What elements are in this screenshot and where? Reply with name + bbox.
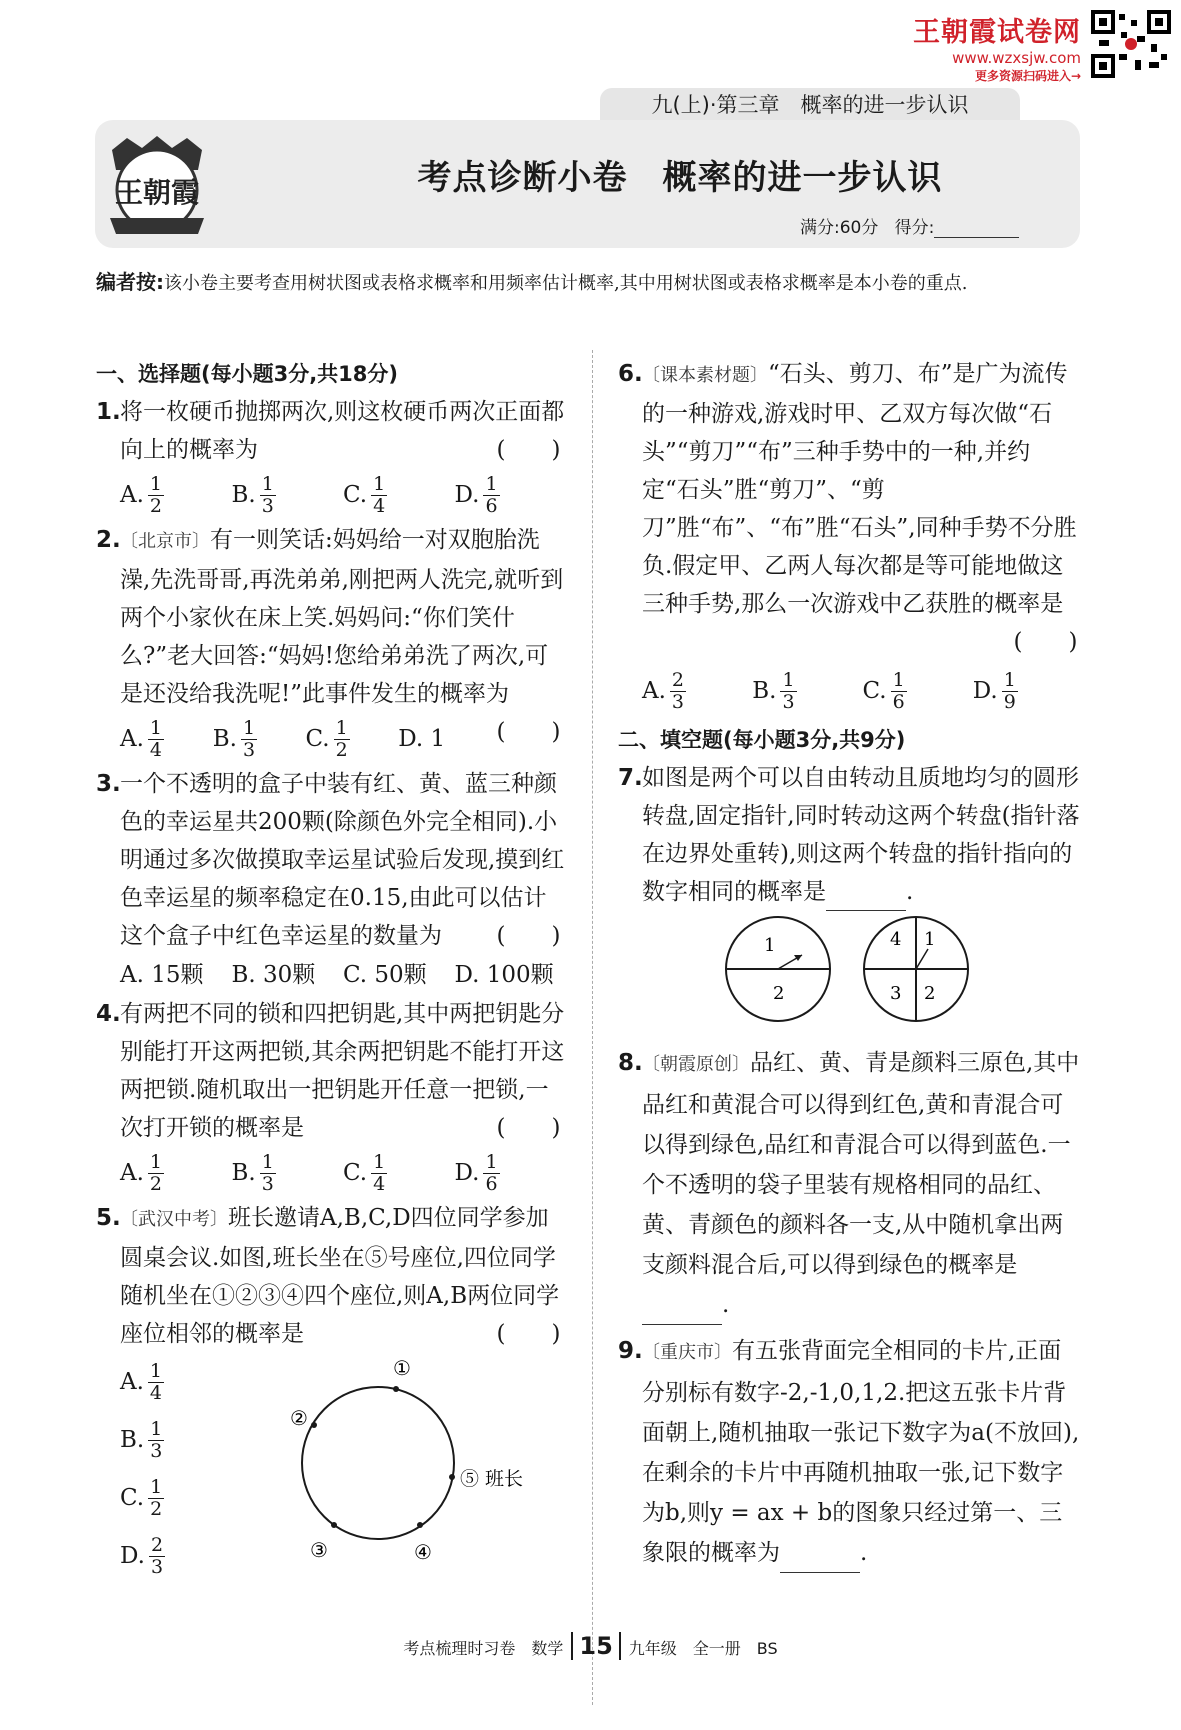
question-number: 3. bbox=[96, 771, 121, 797]
question-8: 8. 〔朝霞原创〕品红、黄、青是颜料三原色,其中品红和黄混合可以得到红色,黄和青混合可以得到绿色,品红和青混合可以得到蓝色.一个不透明的袋子里装有规格相同的品红、黄、青颜色的颜料各一支,从中随机拿出两支颜料混合后,可以得到绿色的概率是. bbox=[618, 1043, 1083, 1325]
question-text: 班长邀请A,B,C,D四位同学参加圆桌会议.如图,班长坐在⑤号座位,四位同学随机坐在①②③④四个座位,则A,B两位同学座位相邻的概率是 bbox=[120, 1205, 560, 1347]
question-number: 9. bbox=[618, 1338, 643, 1364]
option-b[interactable]: B. $\frac{1}{3}$ bbox=[231, 1150, 274, 1195]
option-c[interactable]: C. $\frac{1}{2}$ bbox=[120, 1475, 163, 1520]
question-text: 有五张背面完全相同的卡片,正面分别标有数字-2,-1,0,1,2.把这五张卡片背面朝上,随机抽取一张记下数字为a(不放回),在剩余的卡片中再随机抽取一张,记下数字为b,则y = ax + b的图象只经过第一、三象限的概率为 bbox=[642, 1338, 1080, 1566]
score-label: 得分: bbox=[894, 218, 935, 238]
question-7: 7. 如图是两个可以自由转动且质地均匀的圆形转盘,固定指针,同时转动这两个转盘(指针落在边界处重转),则这两个转盘的指针指向的数字相同的概率是 . 1 2 4 1 3 2 bbox=[618, 759, 1083, 1043]
question-9: 9. 〔重庆市〕有五张背面完全相同的卡片,正面分别标有数字-2,-1,0,1,2.把这五张卡片背面朝上,随机抽取一张记下数字为a(不放回),在剩余的卡片中再随机抽取一张,记下数字为b,则y = ax + b的图象只经过第一、三象限的概率为 . bbox=[618, 1331, 1083, 1573]
disk1-label-bottom: 2 bbox=[773, 983, 785, 1004]
option-b[interactable]: B. 30颗 bbox=[231, 962, 316, 988]
column-divider bbox=[592, 350, 593, 1705]
question-4 bbox=[96, 995, 566, 1199]
brand-header bbox=[913, 10, 1081, 84]
answer-paren[interactable]: ( ) bbox=[496, 923, 561, 949]
option-c[interactable]: C. $\frac{1}{4}$ bbox=[343, 1150, 386, 1195]
footer-right: 九年级 全一册 BS bbox=[628, 1639, 778, 1658]
page-title: 考点诊断小卷 概率的进一步认识 bbox=[417, 158, 943, 198]
question-text: 有一则笑话:妈妈给一对双胞胎洗澡,先洗哥哥,再洗弟弟,刚把两人洗完,就听到两个小家伙在床上笑.妈妈问:“你们笑什么?”老大回答:“妈妈!您给弟弟洗了两次,可是还没给我洗呢!”此事件发生的概率为 bbox=[120, 527, 564, 707]
options bbox=[618, 661, 1083, 721]
question-3 bbox=[96, 765, 566, 995]
options bbox=[96, 955, 566, 995]
editor-label: 编者按: bbox=[96, 270, 164, 294]
option-a[interactable]: A. $\frac{1}{4}$ bbox=[120, 716, 163, 761]
option-b[interactable]: B. $\frac{1}{3}$ bbox=[212, 716, 256, 761]
option-c[interactable]: C. 50颗 bbox=[343, 962, 427, 988]
option-c[interactable]: C. $\frac{1}{2}$ bbox=[305, 716, 348, 761]
answer-blank[interactable] bbox=[642, 1300, 722, 1325]
option-d[interactable]: D. $\frac{1}{6}$ bbox=[454, 1150, 498, 1195]
question-text: “石头、剪刀、布”是广为流传的一种游戏,游戏时甲、乙双方每次做“石头”“剪刀”“布”三种手势中的一种,并约定“石头”胜“剪刀”、“剪刀”胜“布”、“布”胜“石头”,同种手势不分胜负.假定甲、乙两人每次都是等可能地做这三种手势,那么一次游戏中乙获胜的概率是 bbox=[642, 361, 1077, 617]
question-6 bbox=[618, 355, 1083, 721]
seat-1-label: ① bbox=[393, 1356, 411, 1380]
disk1-label-top: 1 bbox=[764, 935, 776, 956]
option-c[interactable]: C. $\frac{1}{4}$ bbox=[343, 472, 386, 517]
question-number: 1. bbox=[96, 399, 121, 425]
option-c[interactable]: C. $\frac{1}{6}$ bbox=[862, 668, 905, 713]
disk2-label-bl: 3 bbox=[890, 983, 902, 1004]
left-column bbox=[96, 355, 566, 1585]
option-b[interactable]: B. $\frac{1}{3}$ bbox=[120, 1417, 163, 1462]
option-b[interactable]: B. $\frac{1}{3}$ bbox=[231, 472, 274, 517]
option-a[interactable]: A. 15颗 bbox=[120, 962, 204, 988]
source-tag: 〔重庆市〕 bbox=[642, 1342, 732, 1363]
option-d[interactable]: D. 1 bbox=[398, 726, 446, 752]
question-2 bbox=[96, 521, 566, 765]
option-b[interactable]: B. $\frac{1}{3}$ bbox=[752, 668, 795, 713]
option-a[interactable]: A. $\frac{2}{3}$ bbox=[642, 668, 685, 713]
seat-4-label: ④ bbox=[414, 1540, 432, 1564]
seat-3-label: ③ bbox=[310, 1538, 328, 1562]
options bbox=[96, 1147, 566, 1199]
chapter-tab: 九(上)·第三章 概率的进一步认识 bbox=[600, 88, 1020, 122]
option-d[interactable]: D. $\frac{1}{9}$ bbox=[972, 668, 1016, 713]
question-text: 品红、黄、青是颜料三原色,其中品红和黄混合可以得到红色,黄和青混合可以得到绿色,品红和青混合可以得到蓝色.一个不透明的袋子里装有规格相同的品红、黄、青颜色的颜料各一支,从中随机拿出两支颜料混合后,可以得到绿色的概率是 bbox=[642, 1050, 1080, 1278]
brand-hint: 更多资源扫码进入→ bbox=[974, 69, 1081, 83]
score-line bbox=[800, 213, 1019, 238]
question-text: 一个不透明的盒子中装有红、黄、蓝三种颜色的幸运星共200颗(除颜色外完全相同).小明通过多次做摸取幸运星试验后发现,摸到红色幸运星的频率稳定在0.15,由此可以估计这个盒子中红色幸运星的数量为 bbox=[120, 771, 565, 949]
question-text: 如图是两个可以自由转动且质地均匀的圆形转盘,固定指针,同时转动这两个转盘(指针落在边界处重转),则这两个转盘的指针指向的数字相同的概率是 bbox=[642, 765, 1080, 905]
option-a[interactable]: A. $\frac{1}{2}$ bbox=[120, 1150, 163, 1195]
answer-paren[interactable]: ( ) bbox=[1013, 629, 1078, 655]
brand-url[interactable]: www.wzxsjw.com bbox=[952, 49, 1081, 67]
brand-name: 王朝霞试卷网 bbox=[913, 17, 1081, 48]
full-score: 满分:60分 bbox=[800, 218, 879, 238]
answer-blank[interactable] bbox=[780, 1548, 860, 1573]
answer-blank[interactable] bbox=[826, 886, 906, 911]
editor-text: 该小卷主要考查用树状图或表格求概率和用频率估计概率,其中用树状图或表格求概率是本小卷的重点. bbox=[164, 273, 968, 294]
seat-5-label: ⑤ 班长 bbox=[460, 1468, 524, 1490]
option-d[interactable]: D. $\frac{1}{6}$ bbox=[454, 472, 498, 517]
option-d[interactable]: D. $\frac{2}{3}$ bbox=[120, 1533, 164, 1578]
source-tag: 〔武汉中考〕 bbox=[120, 1209, 228, 1230]
question-text: 将一枚硬币抛掷两次,则这枚硬币两次正面都向上的概率为 bbox=[120, 399, 565, 463]
question-text: 有两把不同的锁和四把钥匙,其中两把钥匙分别能打开这两把锁,其余两把钥匙不能打开这两把锁.随机取出一把钥匙开任意一把锁,一次打开锁的概率是 bbox=[120, 1001, 565, 1141]
source-tag: 〔北京市〕 bbox=[120, 531, 210, 552]
options bbox=[96, 1353, 238, 1585]
qr-code-icon[interactable] bbox=[1091, 10, 1171, 78]
options bbox=[96, 713, 491, 765]
spinners-figure bbox=[638, 911, 1078, 1031]
question-5 bbox=[96, 1199, 566, 1585]
publisher-logo-icon bbox=[102, 130, 212, 240]
score-blank[interactable] bbox=[934, 219, 1019, 238]
logo-text: 王朝霞 bbox=[114, 176, 200, 209]
option-d[interactable]: D. 100颗 bbox=[454, 962, 554, 988]
option-a[interactable]: A. $\frac{1}{2}$ bbox=[120, 472, 163, 517]
disk2-label-tr: 1 bbox=[924, 929, 936, 950]
disk2-label-tl: 4 bbox=[890, 929, 902, 950]
page-footer bbox=[0, 1632, 1181, 1660]
question-number: 5. bbox=[96, 1205, 121, 1231]
editor-note bbox=[96, 265, 1081, 301]
option-a[interactable]: A. $\frac{1}{4}$ bbox=[120, 1359, 163, 1404]
source-tag: 〔朝霞原创〕 bbox=[642, 1054, 750, 1075]
round-table-figure bbox=[238, 1353, 538, 1583]
footer-left: 考点梳理时习卷 数学 bbox=[403, 1639, 564, 1658]
disk2-label-br: 2 bbox=[924, 983, 936, 1004]
question-number: 4. bbox=[96, 1001, 121, 1027]
answer-paren[interactable]: ( ) bbox=[496, 1321, 561, 1347]
question-number: 6. bbox=[618, 361, 643, 387]
question-number: 8. bbox=[618, 1050, 643, 1076]
section-choice-title: 一、选择题(每小题3分,共18分) bbox=[96, 362, 399, 386]
source-tag: 〔课本素材题〕 bbox=[642, 365, 768, 386]
question-number: 2. bbox=[96, 527, 121, 553]
page-number: 15 bbox=[571, 1632, 620, 1660]
seat-2-label: ② bbox=[290, 1406, 308, 1430]
options bbox=[96, 469, 566, 521]
answer-paren[interactable]: ( ) bbox=[496, 437, 561, 463]
answer-paren[interactable]: ( ) bbox=[496, 719, 561, 745]
answer-paren[interactable]: ( ) bbox=[496, 1115, 561, 1141]
section-fill-title: 二、填空题(每小题3分,共9分) bbox=[618, 728, 906, 752]
right-column bbox=[618, 355, 1083, 1573]
question-1 bbox=[96, 393, 566, 521]
question-number: 7. bbox=[618, 765, 643, 791]
